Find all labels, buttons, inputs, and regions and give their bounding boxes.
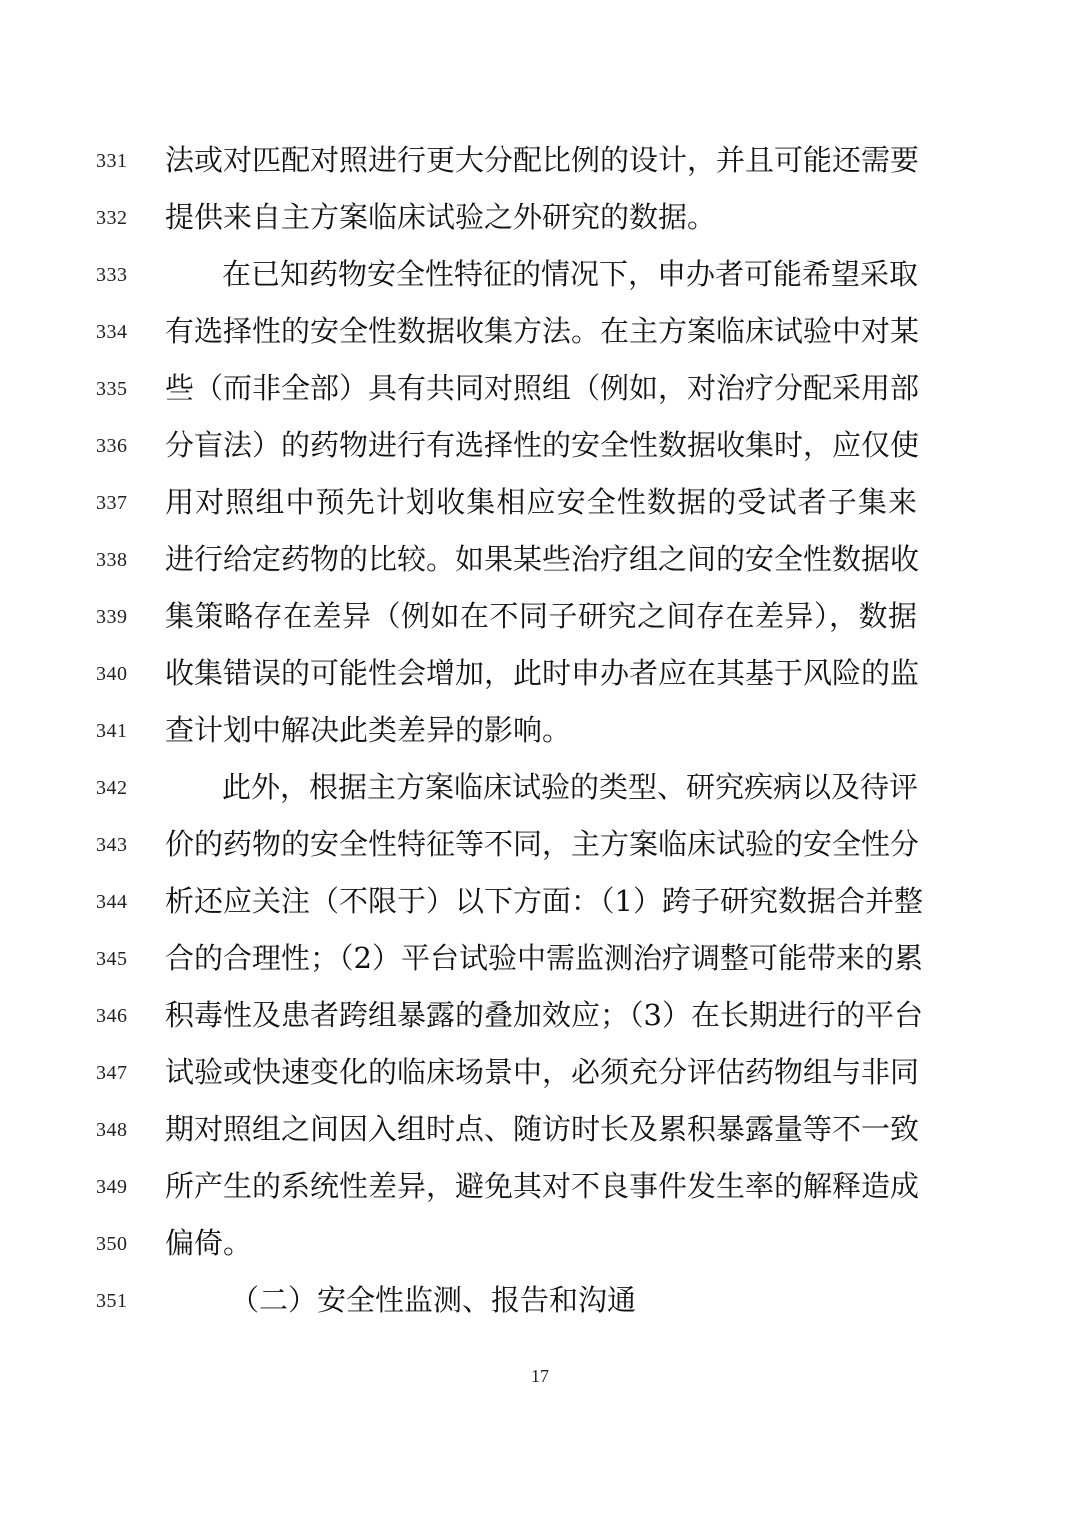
line-number: 345 bbox=[96, 948, 128, 970]
text-line bbox=[0, 1158, 1080, 1215]
line-number: 346 bbox=[96, 1005, 128, 1027]
text-line bbox=[0, 873, 1080, 930]
text-line bbox=[0, 189, 1080, 246]
text-line bbox=[0, 303, 1080, 360]
line-text: 价的药物的安全性特征等不同，主方案临床试验的安全性分 bbox=[165, 827, 920, 861]
line-number: 336 bbox=[96, 435, 128, 457]
text-line bbox=[0, 531, 1080, 588]
line-number: 350 bbox=[96, 1233, 128, 1255]
text-line bbox=[0, 588, 1080, 645]
text-line bbox=[0, 417, 1080, 474]
line-text: 此外，根据主方案临床试验的类型、研究疾病以及待评 bbox=[222, 770, 919, 804]
line-text: 所产生的系统性差异，避免其对不良事件发生率的解释造成 bbox=[165, 1169, 920, 1203]
line-text: 期对照组之间因入组时点、随访时长及累积暴露量等不一致 bbox=[165, 1112, 920, 1146]
line-number: 349 bbox=[96, 1176, 128, 1198]
line-number: 339 bbox=[96, 606, 128, 628]
page-number: 17 bbox=[531, 1366, 549, 1386]
line-number: 351 bbox=[96, 1290, 128, 1312]
text-line bbox=[0, 930, 1080, 987]
text-line bbox=[0, 645, 1080, 702]
section-heading-line bbox=[0, 1272, 1080, 1329]
text-line bbox=[0, 702, 1080, 759]
text-line bbox=[0, 1101, 1080, 1158]
line-text: 分盲法）的药物进行有选择性的安全性数据收集时，应仅使 bbox=[165, 428, 920, 462]
line-text: 析还应关注（不限于）以下方面：（1）跨子研究数据合并整 bbox=[165, 884, 923, 918]
line-number: 332 bbox=[96, 207, 128, 229]
section-heading: （二）安全性监测、报告和沟通 bbox=[230, 1283, 637, 1317]
line-number: 338 bbox=[96, 549, 128, 571]
line-text: 收集错误的可能性会增加，此时申办者应在其基于风险的监 bbox=[165, 656, 920, 690]
text-line bbox=[0, 1044, 1080, 1101]
line-text: 积毒性及患者跨组暴露的叠加效应；（3）在长期进行的平台 bbox=[165, 998, 923, 1032]
line-text: 有选择性的安全性数据收集方法。在主方案临床试验中对某 bbox=[165, 314, 920, 348]
text-line bbox=[0, 474, 1080, 531]
line-text: 些（而非全部）具有共同对照组（例如，对治疗分配采用部 bbox=[165, 371, 920, 405]
text-line bbox=[0, 246, 1080, 303]
line-text: 提供来自主方案临床试验之外研究的数据。 bbox=[165, 200, 717, 234]
line-text: 用对照组中预先计划收集相应安全性数据的受试者子集来 bbox=[165, 485, 917, 519]
line-number: 331 bbox=[96, 150, 128, 172]
line-number: 334 bbox=[96, 321, 128, 343]
line-text: 查计划中解决此类差异的影响。 bbox=[165, 713, 572, 747]
line-number: 335 bbox=[96, 378, 128, 400]
line-text: 进行给定药物的比较。如果某些治疗组之间的安全性数据收 bbox=[165, 542, 920, 576]
text-line bbox=[0, 132, 1080, 189]
line-number: 348 bbox=[96, 1119, 128, 1141]
line-number: 333 bbox=[96, 264, 128, 286]
line-number: 343 bbox=[96, 834, 128, 856]
line-text: 试验或快速变化的临床场景中，必须充分评估药物组与非同 bbox=[165, 1055, 920, 1089]
line-number: 344 bbox=[96, 891, 128, 913]
line-text: 合的合理性；（2）平台试验中需监测治疗调整可能带来的累 bbox=[165, 941, 923, 975]
text-line bbox=[0, 759, 1080, 816]
text-line bbox=[0, 987, 1080, 1044]
line-text: 在已知药物安全性特征的情况下，申办者可能希望采取 bbox=[222, 257, 919, 291]
line-number: 342 bbox=[96, 777, 128, 799]
line-number: 347 bbox=[96, 1062, 128, 1084]
line-text: 法或对匹配对照进行更大分配比例的设计，并且可能还需要 bbox=[165, 143, 920, 177]
line-number: 341 bbox=[96, 720, 128, 742]
text-line bbox=[0, 1215, 1080, 1272]
text-line bbox=[0, 360, 1080, 417]
line-number: 337 bbox=[96, 492, 128, 514]
line-number: 340 bbox=[96, 663, 128, 685]
text-line bbox=[0, 816, 1080, 873]
line-text: 偏倚。 bbox=[165, 1226, 253, 1260]
line-text: 集策略存在差异（例如在不同子研究之间存在差异），数据 bbox=[165, 599, 917, 633]
